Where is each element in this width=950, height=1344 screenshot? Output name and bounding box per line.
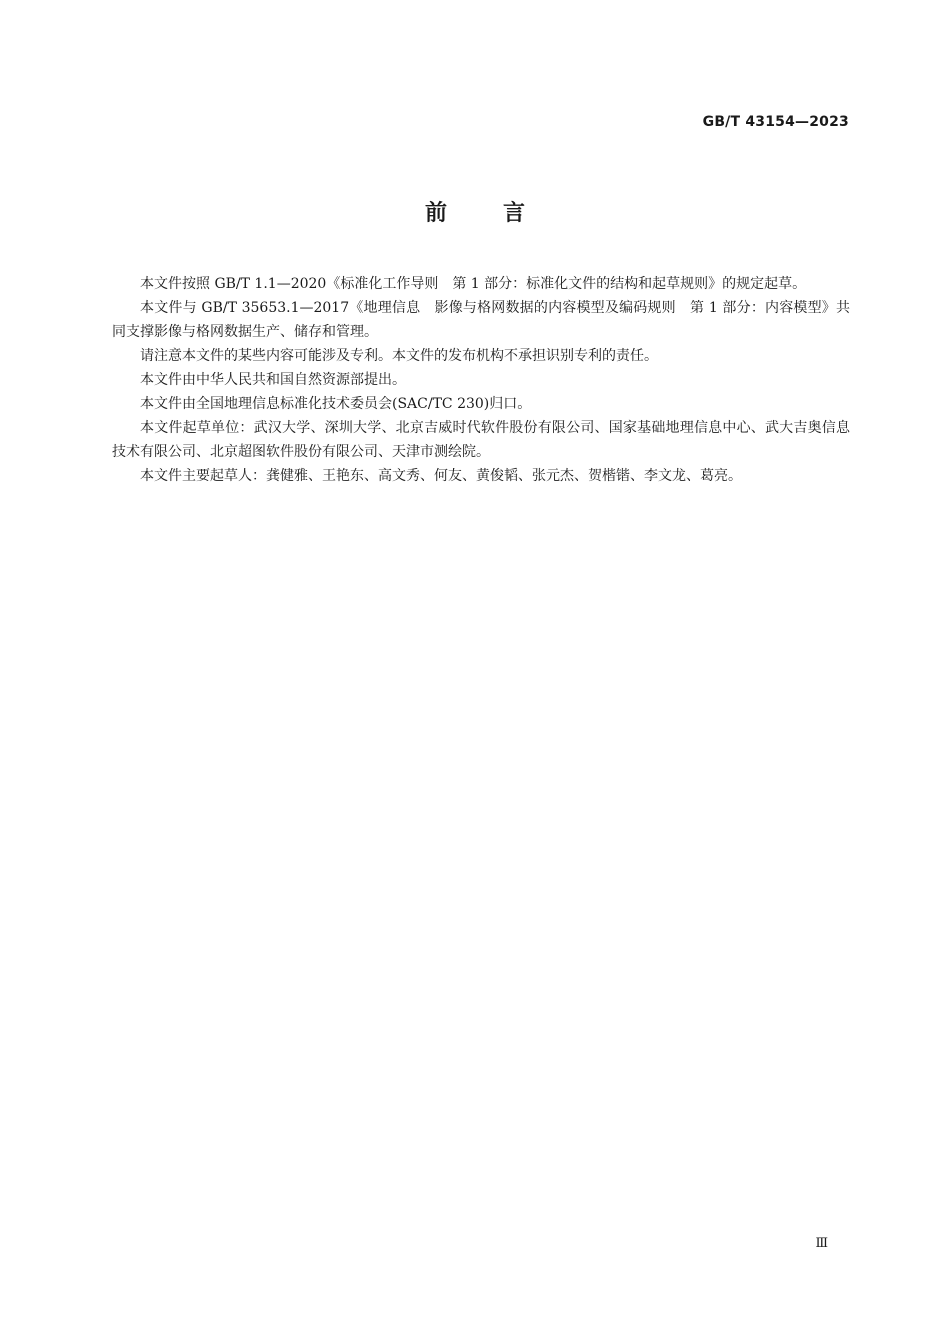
paragraph-related-standard: 本文件与 GB/T 35653.1—2017《地理信息 影像与格网数据的内容模型及编码规则 第 1 部分：内容模型》共同支撑影像与格网数据生产、储存和管理。 xyxy=(112,300,850,340)
paragraph-under-jurisdiction: 本文件由全国地理信息标准化技术委员会(SAC/TC 230)归口。 xyxy=(140,396,532,412)
page-title: 前言 xyxy=(424,201,581,226)
paragraph-drafting-rules: 本文件按照 GB/T 1.1—2020《标准化工作导则 第 1 部分：标准化文件的结构和起草规则》的规定起草。 xyxy=(140,276,807,292)
paragraph-drafting-organizations: 本文件起草单位：武汉大学、深圳大学、北京吉威时代软件股份有限公司、国家基础地理信息中心、武大吉奥信息技术有限公司、北京超图软件股份有限公司、天津市测绘院。 xyxy=(112,420,850,460)
paragraph-proposed-by: 本文件由中华人民共和国自然资源部提出。 xyxy=(140,372,406,388)
page-number: Ⅲ xyxy=(815,1236,828,1251)
paragraph-patent-notice: 请注意本文件的某些内容可能涉及专利。本文件的发布机构不承担识别专利的责任。 xyxy=(140,348,658,364)
standard-number: GB/T 43154—2023 xyxy=(702,114,849,130)
paragraph-main-drafters: 本文件主要起草人：龚健雅、王艳东、高文秀、何友、黄俊韬、张元杰、贺楷锴、李文龙、葛亮。 xyxy=(140,468,742,484)
document-body xyxy=(112,272,850,488)
